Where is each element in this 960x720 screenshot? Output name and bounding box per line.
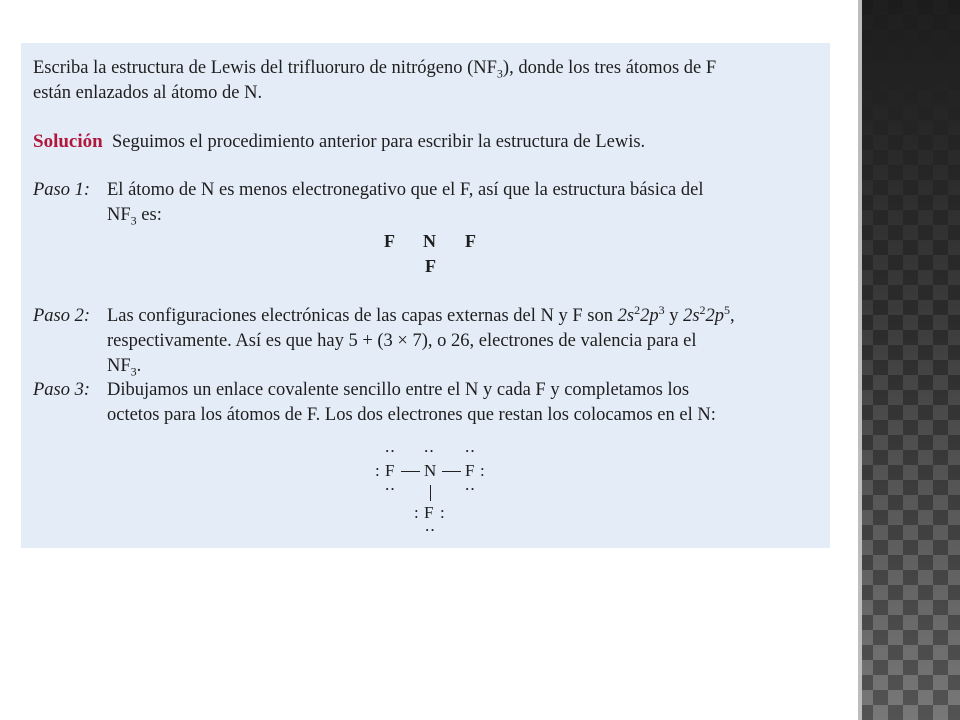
lone-pair: ·· <box>385 481 396 496</box>
step-text: y <box>664 306 684 326</box>
step2-line-2: respectivamente. Así es que hay 5 + (3 × 7), o 26, electrones de valencia para el <box>107 331 697 351</box>
problem-line-2: están enlazados al átomo de N. <box>33 83 263 103</box>
lewis-atom-f-right: F <box>465 461 475 480</box>
formula-text: NF <box>107 356 131 376</box>
lewis-atom-f-bottom: F <box>424 503 434 522</box>
lewis-atom-n: N <box>424 461 437 480</box>
step-label: Paso 3 <box>33 380 84 400</box>
decorative-side-strip <box>858 0 960 720</box>
content-panel <box>21 43 830 548</box>
step-label: Paso 2 <box>33 306 84 326</box>
step2-line-1 <box>107 304 735 329</box>
basic-atom-n: N <box>423 231 436 251</box>
subscript: 3 <box>496 66 503 81</box>
subscript: 3 <box>130 364 137 379</box>
superscript: 2 <box>699 302 706 317</box>
superscript: 3 <box>658 302 665 317</box>
bond-n-f-right <box>442 471 461 472</box>
superscript: 5 <box>724 302 731 317</box>
step-text: . <box>136 356 142 376</box>
solution-text: Seguimos el procedimiento anterior para escribir la estructura de Lewis. <box>111 132 646 152</box>
step-text: es: <box>136 205 162 225</box>
lone-pair-colon: : <box>375 461 380 480</box>
step3-line-1: Dibujamos un enlace covalente sencillo entre el N y cada F y completamos los <box>107 380 690 400</box>
step2-line-3 <box>107 354 141 379</box>
step1-line-1: El átomo de N es menos electronegativo que el F, así que la estructura básica del <box>107 180 704 200</box>
config-term: 2s <box>617 306 635 326</box>
lewis-atom-f-left: F <box>385 461 395 480</box>
lone-pair-colon: : <box>414 503 419 522</box>
step2-label: Paso 2: <box>33 306 91 326</box>
lone-pair-n: ·· <box>424 443 435 458</box>
solution-line <box>33 129 645 155</box>
formula-text: NF <box>107 205 131 225</box>
problem-line-1 <box>33 56 716 81</box>
lone-pair: ·· <box>385 443 396 458</box>
config-term: 2p <box>640 306 659 326</box>
basic-atom-f-bottom: F <box>425 256 436 276</box>
lone-pair-colon: : <box>480 461 485 480</box>
lone-pair: ·· <box>465 481 476 496</box>
subscript: 3 <box>130 213 137 228</box>
step-text: Las configuraciones electrónicas de las capas externas del N y F son <box>107 306 618 326</box>
bond-f-n-left <box>401 471 420 472</box>
step1-label: Paso 1: <box>33 180 91 200</box>
solution-label: Solución <box>33 131 103 152</box>
lone-pair: ·· <box>465 443 476 458</box>
superscript: 2 <box>634 302 641 317</box>
step-text: , <box>730 306 735 326</box>
config-term: 2p <box>705 306 725 326</box>
config-term: 2s <box>683 306 700 326</box>
lone-pair-colon: : <box>440 503 445 522</box>
problem-text: Escriba la estructura de Lewis del trifluoruro de nitrógeno (NF <box>33 58 497 78</box>
bond-n-f-bottom <box>430 485 431 501</box>
step3-line-2: octetos para los átomos de F. Los dos electrones que restan los colocamos en el N: <box>107 405 716 425</box>
step-label: Paso 1 <box>33 180 84 200</box>
problem-text: ), donde los tres átomos de F <box>502 58 717 78</box>
step3-label: Paso 3: <box>33 380 91 400</box>
lone-pair: ·· <box>425 522 436 537</box>
step1-line-2 <box>107 203 162 228</box>
basic-atom-f-right: F <box>465 231 476 251</box>
basic-atom-f-left: F <box>384 231 395 251</box>
